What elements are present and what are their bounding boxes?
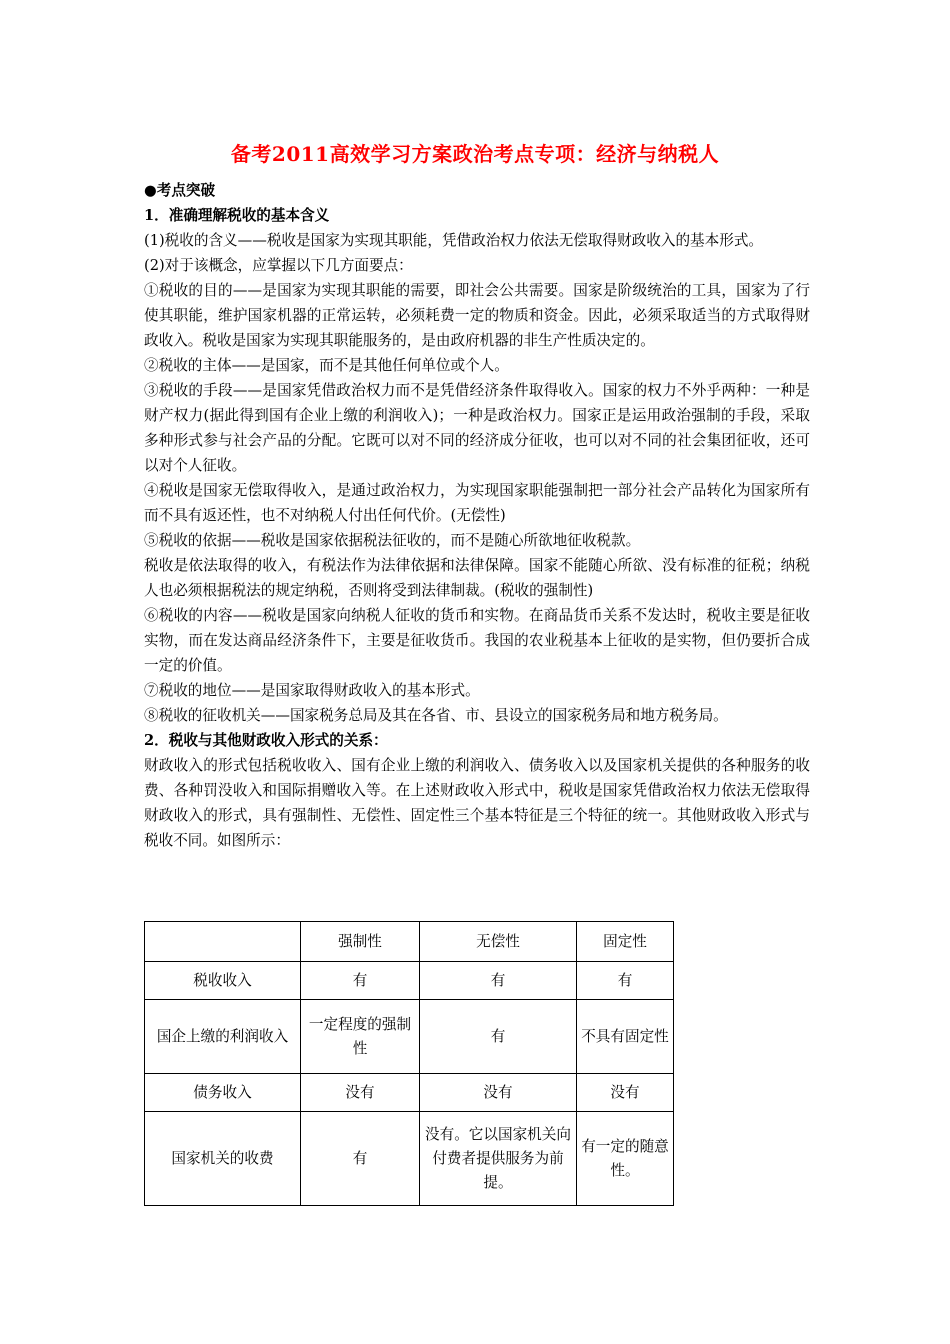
paragraph: ⑥税收的内容——税收是国家向纳税人征收的货币和实物。在商品货币关系不发达时，税收主要是征收实物，而在发达商品经济条件下，主要是征收货币。我国的农业税基本上征收的是实物，但仍要折合成一定的价值。 bbox=[144, 607, 810, 674]
table-cell: 一定程度的强制性 bbox=[301, 1000, 420, 1074]
heading-2: 2．税收与其他财政收入形式的关系： bbox=[144, 732, 388, 749]
table-row bbox=[145, 1112, 674, 1206]
table-cell: 没有 bbox=[577, 1074, 674, 1112]
table-header-cell: 无偿性 bbox=[420, 922, 577, 962]
table-row bbox=[145, 962, 674, 1000]
table-cell: 有 bbox=[577, 962, 674, 1000]
heading-1: 1．准确理解税收的基本含义 bbox=[144, 207, 330, 224]
comparison-table bbox=[144, 921, 674, 1206]
paragraph: ⑦税收的地位——是国家取得财政收入的基本形式。 bbox=[144, 682, 480, 699]
table-row bbox=[145, 1000, 674, 1074]
paragraph: 财政收入的形式包括税收收入、国有企业上缴的利润收入、债务收入以及国家机关提供的各种服务的收费、各种罚没收入和国际捐赠收入等。在上述财政收入形式中，税收是国家凭借政治权力依法无偿取得财政收入的形式，具有强制性、无偿性、固定性三个基本特征是三个特征的统一。其他财政收入形式与税收不同。如图所示： bbox=[144, 757, 810, 849]
table-cell: 没有 bbox=[420, 1074, 577, 1112]
document-title: 备考2011高效学习方案政治考点专项：经济与纳税人 bbox=[230, 142, 720, 166]
table-header-cell: 强制性 bbox=[301, 922, 420, 962]
paragraph: ①税收的目的——是国家为实现其职能的需要，即社会公共需要。国家是阶级统治的工具，国家为了行使其职能，维护国家机器的正常运转，必须耗费一定的物质和资金。因此，必须采取适当的方式取得财政收入。税收是国家为实现其职能服务的，是由政府机器的非生产性质决定的。 bbox=[144, 282, 810, 349]
paragraph: (2)对于该概念，应掌握以下几方面要点： bbox=[144, 257, 413, 274]
paragraph: ⑧税收的征收机关——国家税务总局及其在各省、市、县设立的国家税务局和地方税务局。 bbox=[144, 707, 728, 724]
table-cell: 没有 bbox=[301, 1074, 420, 1112]
table-header-row bbox=[145, 922, 674, 962]
table-cell: 税收收入 bbox=[145, 962, 301, 1000]
table-cell: 没有。它以国家机关向付费者提供服务为前提。 bbox=[420, 1112, 577, 1206]
paragraph: 税收是依法取得的收入，有税法作为法律依据和法律保障。国家不能随心所欲、没有标准的征税；纳税人也必须根据税法的规定纳税，否则将受到法律制裁。(税收的强制性) bbox=[144, 557, 810, 599]
paragraph: ⑤税收的依据——税收是国家依据税法征收的，而不是随心所欲地征收税款。 bbox=[144, 532, 641, 549]
table-cell: 不具有固定性 bbox=[577, 1000, 674, 1074]
table-row bbox=[145, 1074, 674, 1112]
section-heading: ●考点突破 bbox=[144, 182, 216, 199]
table-cell: 债务收入 bbox=[145, 1074, 301, 1112]
document-body bbox=[144, 178, 810, 853]
paragraph: ②税收的主体——是国家，而不是其他任何单位或个人。 bbox=[144, 357, 509, 374]
table-cell: 有 bbox=[420, 1000, 577, 1074]
table-cell: 有一定的随意性。 bbox=[577, 1112, 674, 1206]
table-cell: 有 bbox=[420, 962, 577, 1000]
table-header-cell bbox=[145, 922, 301, 962]
table-cell: 有 bbox=[301, 1112, 420, 1206]
table-cell: 有 bbox=[301, 962, 420, 1000]
table-header-cell: 固定性 bbox=[577, 922, 674, 962]
table-cell: 国企上缴的利润收入 bbox=[145, 1000, 301, 1074]
paragraph: ④税收是国家无偿取得收入，是通过政治权力，为实现国家职能强制把一部分社会产品转化为国家所有而不具有返还性，也不对纳税人付出任何代价。(无偿性) bbox=[144, 482, 810, 524]
table-cell: 国家机关的收费 bbox=[145, 1112, 301, 1206]
paragraph: (1)税收的含义——税收是国家为实现其职能，凭借政治权力依法无偿取得财政收入的基本形式。 bbox=[144, 232, 764, 249]
paragraph: ③税收的手段——是国家凭借政治权力而不是凭借经济条件取得收入。国家的权力不外乎两种：一种是财产权力(据此得到国有企业上缴的利润收入)；一种是政治权力。国家正是运用政治强制的手段，采取多种形式参与社会产品的分配。它既可以对不同的经济成分征收，也可以对不同的社会集团征收，还可以对个人征收。 bbox=[144, 382, 810, 474]
